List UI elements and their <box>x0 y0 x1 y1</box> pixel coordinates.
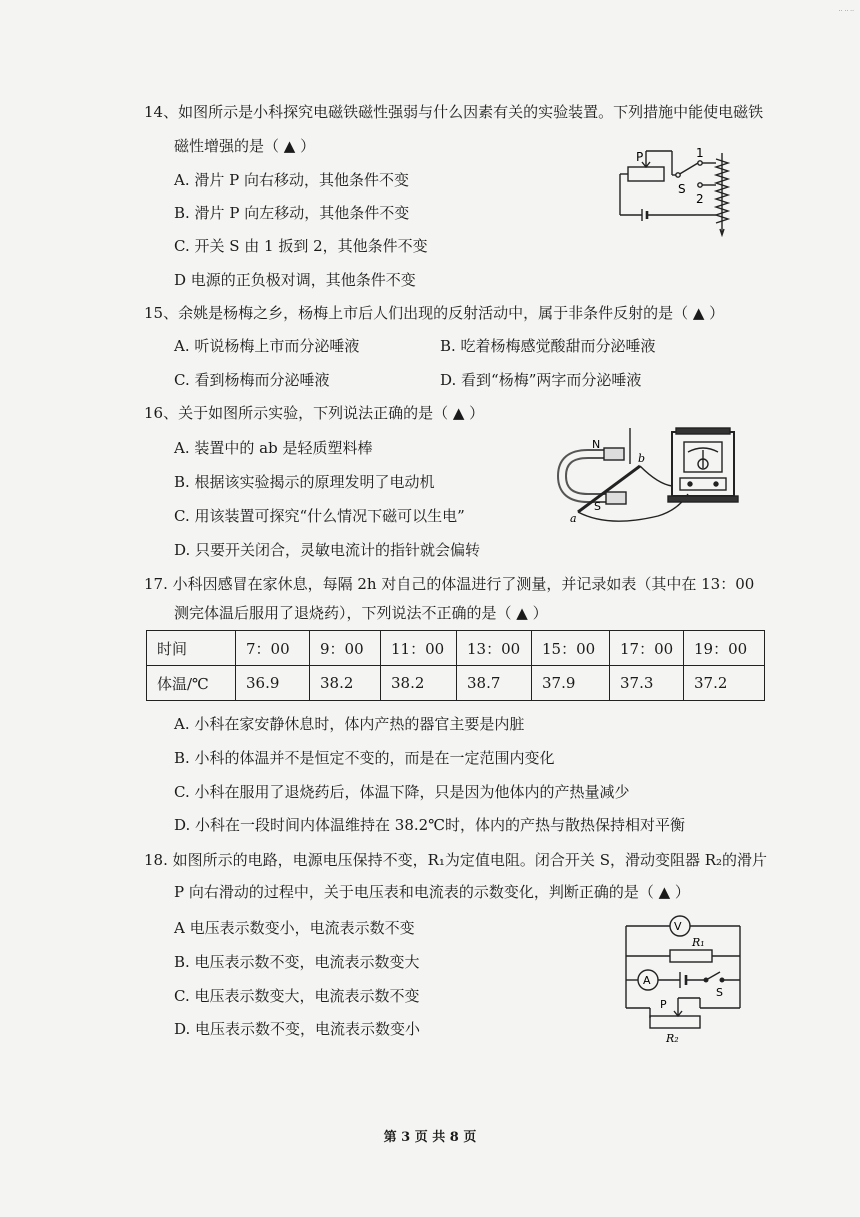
q15-option-d: D. 看到“杨梅”两字而分泌唾液 <box>440 371 642 389</box>
q17-stem-line1: 17. 小科因感冒在家休息，每隔 2h 对自己的体温进行了测量，并记录如表（其中在 13：00 <box>144 575 755 593</box>
q14-option-b: B. 滑片 P 向左移动，其他条件不变 <box>174 204 410 222</box>
table-cell: 37.3 <box>610 666 684 701</box>
table-header-time: 时间 <box>147 631 236 666</box>
q15-option-a: A. 听说杨梅上市而分泌唾液 <box>174 337 360 355</box>
q18-option-b: B. 电压表示数不变，电流表示数变大 <box>174 953 420 971</box>
table-cell: 17：00 <box>610 631 684 666</box>
q15-stem: 15、余姚是杨梅之乡，杨梅上市后人们出现的反射活动中，属于非条件反射的是（ ▲ ） <box>144 304 725 322</box>
q18-voltmeter-label: V <box>674 920 682 933</box>
table-cell: 15：00 <box>532 631 610 666</box>
q14-stem-line1: 14、如图所示是小科探究电磁铁磁性强弱与什么因素有关的实验装置。下列措施中能使电磁铁 <box>144 103 764 121</box>
q14-stem-line2: 磁性增强的是（ ▲ ） <box>174 137 316 155</box>
q14-label-p: P <box>636 150 644 164</box>
q14-label-s: S <box>678 182 686 196</box>
q14-option-c: C. 开关 S 由 1 扳到 2，其他条件不变 <box>174 237 428 255</box>
q18-stem-line2: P 向右滑动的过程中，关于电压表和电流表的示数变化，判断正确的是（ ▲ ） <box>174 883 690 901</box>
q18-circuit-figure <box>620 912 745 1044</box>
table-cell: 36.9 <box>236 666 310 701</box>
q18-label-p: P <box>660 998 667 1011</box>
q15-option-c: C. 看到杨梅而分泌唾液 <box>174 371 330 389</box>
table-cell: 38.2 <box>310 666 381 701</box>
table-cell: 11：00 <box>381 631 457 666</box>
table-header-temp: 体温/℃ <box>147 666 236 701</box>
q17-option-d: D. 小科在一段时间内体温维持在 38.2℃时，体内的产热与散热保持相对平衡 <box>174 816 685 834</box>
q18-option-c: C. 电压表示数变大，电流表示数不变 <box>174 987 420 1005</box>
q15-option-b: B. 吃着杨梅感觉酸甜而分泌唾液 <box>440 337 656 355</box>
q14-electromagnet-figure <box>612 145 742 237</box>
q18-label-s: S <box>716 986 723 999</box>
q16-option-b: B. 根据该实验揭示的原理发明了电动机 <box>174 473 435 491</box>
q16-label-n: N <box>592 438 601 451</box>
q18-option-a: A 电压表示数变小，电流表示数不变 <box>174 919 415 937</box>
q16-option-c: C. 用该装置可探究“什么情况下磁可以生电” <box>174 507 465 525</box>
table-cell: 7：00 <box>236 631 310 666</box>
table-cell: 19：00 <box>684 631 765 666</box>
q17-option-a: A. 小科在家安静休息时，体内产热的器官主要是内脏 <box>174 715 525 733</box>
page-footer: 第 3 页 共 8 页 <box>383 1130 477 1145</box>
table-cell: 13：00 <box>457 631 532 666</box>
table-cell: 37.9 <box>532 666 610 701</box>
q16-option-a: A. 装置中的 ab 是轻质塑料棒 <box>174 439 373 457</box>
q16-label-a: a <box>570 512 577 525</box>
q16-induction-figure <box>548 424 743 526</box>
q16-stem: 16、关于如图所示实验，下列说法正确的是（ ▲ ） <box>144 404 485 422</box>
table-cell: 38.7 <box>457 666 532 701</box>
q18-label-r2: R₂ <box>666 1032 679 1044</box>
q16-label-s: S <box>594 500 601 513</box>
q17-option-c: C. 小科在服用了退烧药后，体温下降，只是因为他体内的产热量减少 <box>174 783 630 801</box>
temperature-table <box>146 630 765 701</box>
q16-label-b: b <box>638 452 646 465</box>
q17-option-b: B. 小科的体温并不是恒定不变的，而是在一定范围内变化 <box>174 749 555 767</box>
q14-label-1: 1 <box>696 146 704 160</box>
table-cell: 38.2 <box>381 666 457 701</box>
table-cell: 9：00 <box>310 631 381 666</box>
q18-option-d: D. 电压表示数不变，电流表示数变小 <box>174 1020 421 1038</box>
table-row-time <box>147 631 765 666</box>
q18-stem-line1: 18. 如图所示的电路，电源电压保持不变，R₁为定值电阻。闭合开关 S，滑动变阻器 R₂的滑片 <box>144 851 768 869</box>
table-cell: 37.2 <box>684 666 765 701</box>
q14-option-d: D 电源的正负极对调，其他条件不变 <box>174 271 416 289</box>
q14-option-a: A. 滑片 P 向右移动，其他条件不变 <box>174 171 409 189</box>
q16-option-d: D. 只要开关闭合，灵敏电流计的指针就会偏转 <box>174 541 481 559</box>
q18-ammeter-label: A <box>643 974 651 987</box>
q17-stem-line2: 测完体温后服用了退烧药），下列说法不正确的是（ ▲ ） <box>174 604 548 622</box>
table-row-temp <box>147 666 765 701</box>
q14-label-2: 2 <box>696 192 704 206</box>
corner-mark: ·· ·· ·· <box>838 8 854 15</box>
q18-label-r1: R₁ <box>692 936 705 949</box>
